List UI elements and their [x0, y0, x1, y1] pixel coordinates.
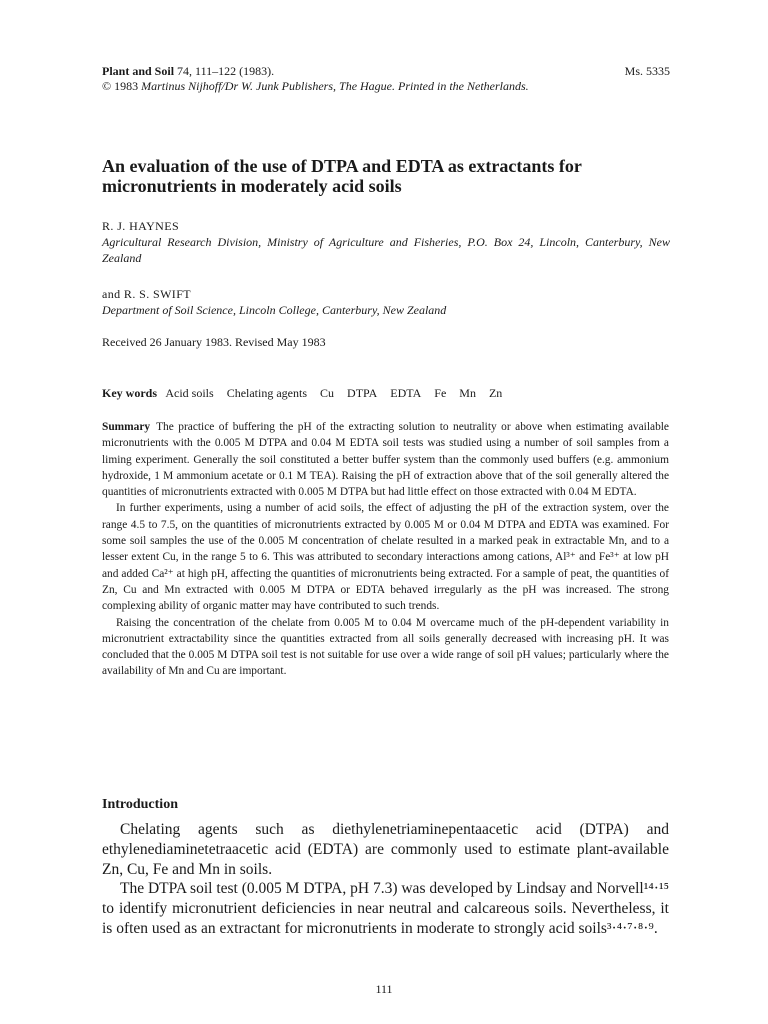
journal-citation	[102, 64, 274, 79]
author-block-2	[102, 286, 670, 318]
author-affiliation: Agricultural Research Division, Ministry of Agriculture and Fisheries, P.O. Box 24, Lincoln, Canterbury, New Zealand	[102, 235, 670, 265]
keywords	[102, 386, 670, 400]
citation-volume-pages: 74, 111–122 (1983).	[177, 64, 275, 78]
author-name: and R. S. SWIFT	[102, 287, 192, 301]
keyword: DTPA	[347, 386, 378, 400]
journal-name: Plant and Soil	[102, 64, 175, 78]
publisher-line: Martinus Nijhoff/Dr W. Junk Publishers, The Hague. Printed in the Netherlands.	[141, 79, 529, 93]
summary-paragraph	[102, 419, 669, 500]
article-title: An evaluation of the use of DTPA and EDTA as extractants for micronutrients in moderately acid soils	[102, 156, 582, 196]
summary-label: Summary	[102, 421, 151, 433]
author-affiliation: Department of Soil Science, Lincoln College, Canterbury, New Zealand	[102, 303, 447, 317]
author-name: R. J. HAYNES	[102, 219, 180, 233]
copyright-line	[102, 79, 670, 94]
page-number: 111	[375, 982, 393, 996]
introduction-paragraph: Chelating agents such as diethylenetriaminepentaacetic acid (DTPA) and ethylenediaminetetraacetic acid (EDTA) are commonly used to estimate plant-available Zn, Cu, Fe and Mn in soils.	[102, 821, 669, 878]
keyword: Chelating agents	[226, 386, 308, 400]
copyright-year: © 1983	[102, 79, 139, 93]
keyword: Zn	[488, 386, 503, 400]
keywords-label: Key words	[102, 386, 157, 400]
summary-text: The practice of buffering the pH of the extracting solution to neutrality or above when estimating available micronutrients with the 0.005 M DTPA and 0.04 M EDTA soil tests was studied using a number of soil samples from a liming experiment. Generally the soil constituted a better buffer system than the commonly used buffers (e.g. ammonium hydroxide, 1 M ammonium acetate or 0.1 M TEA). Raising the pH of extraction above that of the soil generally altered the quantities of micronutrients extracted with 0.005 M DTPA but had little effect on those extracted with 0.04 M EDTA.	[102, 421, 669, 499]
journal-header	[102, 64, 670, 94]
received-dates: Received 26 January 1983. Revised May 1983	[102, 335, 326, 349]
keyword: Cu	[320, 386, 335, 400]
keyword: EDTA	[390, 386, 422, 400]
summary-paragraph: Raising the concentration of the chelate from 0.005 M to 0.04 M overcame much of the pH-dependent variability in micronutrient extractability since the quantities extracted from all soils generally decreased with increasing pH. It was concluded that the 0.005 M DTPA soil test is not suitable for use over a wide range of soil pH values; particularly where the availability of Mn and Cu are important.	[102, 616, 669, 678]
introduction-paragraph: The DTPA soil test (0.005 M DTPA, pH 7.3) was developed by Lindsay and Norvell¹⁴·¹⁵ to identify micronutrient deficiencies in near neutral and calcareous soils. Nevertheless, it is often used as an extractant for micronutrients in moderate to strongly acid soils³·⁴·⁷·⁸·⁹.	[102, 880, 669, 937]
author-block-1	[102, 218, 670, 266]
summary-section	[102, 419, 669, 680]
introduction-section	[102, 820, 669, 939]
introduction-heading: Introduction	[102, 797, 178, 812]
keyword: Acid soils	[165, 386, 214, 400]
manuscript-number: Ms. 5335	[624, 64, 670, 78]
summary-paragraph: In further experiments, using a number of acid soils, the effect of adjusting the pH of the extraction system, over the range 4.5 to 7.5, on the quantities of micronutrients extracted by 0.005 M or 0.04 M DTPA and EDTA was examined. For some soil samples the use of the 0.005 M concentration of chelate resulted in a marked peak in extractable Mn, and to a lesser extent Cu, in the range 5 to 6. This was attributed to secondary interactions among cations, Al³⁺ and Fe³⁺ at low pH and added Ca²⁺ at high pH, affecting the quantities of micronutrients being extracted. For a sample of peat, the quantities of Zn, Cu and Mn extracted with 0.005 M DTPA or EDTA behaved irregularly as the pH was increased. The strong complexing ability of organic matter may have contributed to such trends.	[102, 502, 669, 613]
keyword: Mn	[459, 386, 476, 400]
keyword: Fe	[434, 386, 447, 400]
